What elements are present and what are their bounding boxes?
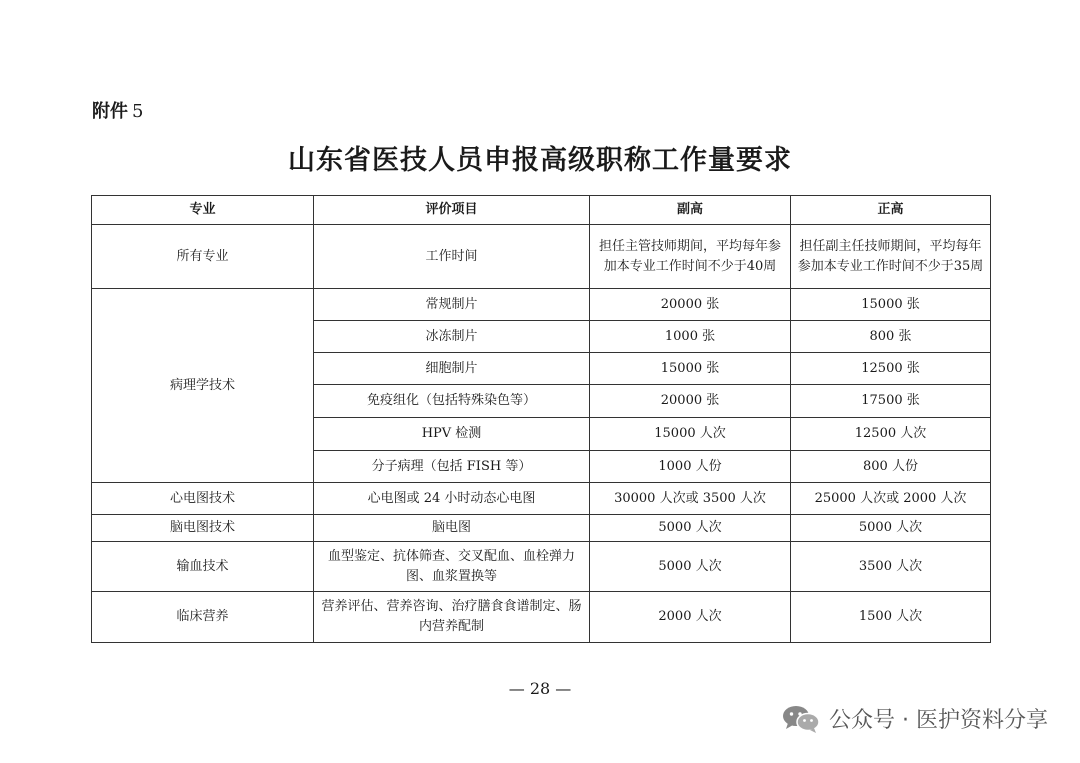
deputy-cell: 20000 张 bbox=[590, 289, 791, 321]
deputy-cell: 1000 人份 bbox=[590, 451, 791, 483]
table-header-row bbox=[92, 196, 991, 225]
table-row bbox=[92, 515, 991, 542]
watermark bbox=[781, 703, 1048, 734]
senior-cell: 800 张 bbox=[791, 321, 991, 353]
deputy-cell: 1000 张 bbox=[590, 321, 791, 353]
item-cell: 脑电图 bbox=[314, 515, 590, 542]
table-row bbox=[92, 542, 991, 592]
item-cell: 营养评估、营养咨询、治疗膳食食谱制定、肠内营养配制 bbox=[314, 592, 590, 643]
senior-cell: 12500 人次 bbox=[791, 418, 991, 451]
specialty-cell: 临床营养 bbox=[92, 592, 314, 643]
table-row bbox=[92, 592, 991, 643]
watermark-text: 公众号 · 医护资料分享 bbox=[829, 708, 1048, 733]
item-cell: 血型鉴定、抗体筛查、交叉配血、血栓弹力图、血浆置换等 bbox=[314, 542, 590, 592]
table-row bbox=[92, 289, 991, 321]
wechat-icon bbox=[781, 704, 821, 734]
deputy-cell: 15000 张 bbox=[590, 353, 791, 385]
specialty-cell: 脑电图技术 bbox=[92, 515, 314, 542]
table-row bbox=[92, 483, 991, 515]
header-specialty: 专业 bbox=[92, 196, 314, 225]
item-cell: HPV 检测 bbox=[314, 418, 590, 451]
header-deputy: 副高 bbox=[590, 196, 791, 225]
deputy-cell: 30000 人次或 3500 人次 bbox=[590, 483, 791, 515]
senior-cell: 3500 人次 bbox=[791, 542, 991, 592]
senior-cell: 5000 人次 bbox=[791, 515, 991, 542]
senior-cell: 17500 张 bbox=[791, 385, 991, 418]
senior-cell: 25000 人次或 2000 人次 bbox=[791, 483, 991, 515]
specialty-cell: 输血技术 bbox=[92, 542, 314, 592]
senior-cell: 800 人份 bbox=[791, 451, 991, 483]
document-title: 山东省医技人员申报高级职称工作量要求 bbox=[288, 145, 792, 176]
header-item: 评价项目 bbox=[314, 196, 590, 225]
senior-cell: 担任副主任技师期间，平均每年参加本专业工作时间不少于35周 bbox=[791, 225, 991, 289]
item-cell: 分子病理（包括 FISH 等） bbox=[314, 451, 590, 483]
workload-table bbox=[91, 195, 991, 643]
table-row bbox=[92, 225, 991, 289]
item-cell: 常规制片 bbox=[314, 289, 590, 321]
item-cell: 细胞制片 bbox=[314, 353, 590, 385]
specialty-cell: 所有专业 bbox=[92, 225, 314, 289]
deputy-cell: 2000 人次 bbox=[590, 592, 791, 643]
item-cell: 心电图或 24 小时动态心电图 bbox=[314, 483, 590, 515]
item-cell: 工作时间 bbox=[314, 225, 590, 289]
attachment-label: 附件 5 bbox=[92, 101, 144, 122]
header-senior: 正高 bbox=[791, 196, 991, 225]
deputy-cell: 担任主管技师期间，平均每年参加本专业工作时间不少于40周 bbox=[590, 225, 791, 289]
deputy-cell: 5000 人次 bbox=[590, 542, 791, 592]
deputy-cell: 5000 人次 bbox=[590, 515, 791, 542]
senior-cell: 15000 张 bbox=[791, 289, 991, 321]
attachment-number: 5 bbox=[132, 101, 144, 122]
senior-cell: 1500 人次 bbox=[791, 592, 991, 643]
deputy-cell: 15000 人次 bbox=[590, 418, 791, 451]
senior-cell: 12500 张 bbox=[791, 353, 991, 385]
deputy-cell: 20000 张 bbox=[590, 385, 791, 418]
specialty-cell: 心电图技术 bbox=[92, 483, 314, 515]
item-cell: 免疫组化（包括特殊染色等） bbox=[314, 385, 590, 418]
page-number: — 28 — bbox=[508, 679, 572, 698]
specialty-cell: 病理学技术 bbox=[92, 289, 314, 483]
item-cell: 冰冻制片 bbox=[314, 321, 590, 353]
